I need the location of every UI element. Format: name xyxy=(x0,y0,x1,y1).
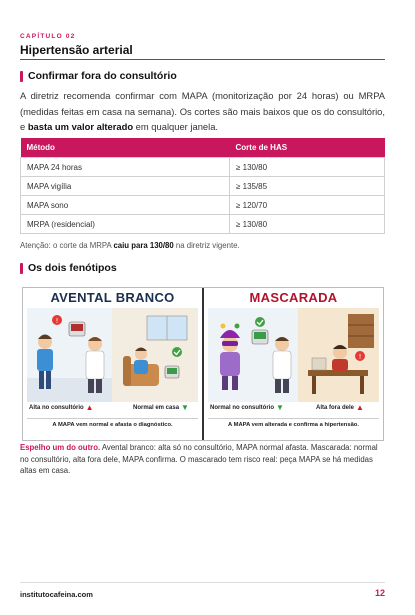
cutoff-table xyxy=(20,138,385,234)
cell-method: MAPA 24 horas xyxy=(21,158,230,177)
note-text-end: na diretriz vigente. xyxy=(173,241,240,250)
page-number: 12 xyxy=(374,588,385,598)
tag-text: Normal em casa xyxy=(133,404,180,411)
tag-text: Alta no consultório xyxy=(29,404,84,411)
note-text: Atenção: o corte da MRPA xyxy=(20,241,114,250)
intro-paragraph xyxy=(20,88,385,135)
caption-emphasis: Espelho um do outro. xyxy=(20,443,101,452)
svg-text:!: ! xyxy=(55,317,59,325)
white-coat-caption: A MAPA vem normal e afasta o diagnóstico. xyxy=(27,418,198,431)
note-emphasis: caiu para 130/80 xyxy=(113,241,174,250)
paragraph-text-end: em qualquer janela. xyxy=(133,121,219,132)
masked-tag-clinic xyxy=(210,403,284,412)
paragraph-text: A diretriz recomenda confirmar com MAPA (monitorização por 24 horas) ou MRPA (medidas feitas em casa na semana). Os cortes são mais baixos que os do consultório, e xyxy=(20,90,385,132)
tag-text: Alta fora dele xyxy=(316,404,355,411)
section-heading-confirm xyxy=(20,70,177,82)
cell-cutoff: ≥ 120/70 xyxy=(230,196,385,215)
table-header-row xyxy=(21,138,385,158)
figure-caption xyxy=(20,442,385,477)
attention-note xyxy=(20,241,240,250)
white-coat-tag-home xyxy=(133,403,189,412)
caption-text: Avental branco: alta só no consultório, MAPA normal afasta. Mascarada: normal no consultório, alta fora dele, MAPA confirma. O mascarado tem risco real: peça MAPA se há medidas altas em casa. xyxy=(20,443,378,475)
arrow-down-icon: ▼ xyxy=(276,403,284,412)
arrow-down-icon: ▼ xyxy=(181,403,189,412)
footer-divider xyxy=(20,582,385,583)
masked-tag-outside xyxy=(316,403,364,412)
title-divider xyxy=(20,59,385,60)
table-row xyxy=(21,215,385,234)
white-coat-title: AVENTAL BRANCO xyxy=(50,290,175,305)
paragraph-emphasis: basta um valor alterado xyxy=(27,121,134,132)
white-coat-panel xyxy=(23,288,202,440)
arrow-up-icon: ▲ xyxy=(85,403,94,412)
masked-caption: A MAPA vem alterada e confirma a hipertensão. xyxy=(208,418,379,431)
header-method: Método xyxy=(21,138,230,158)
phenotype-illustration xyxy=(22,287,384,441)
tag-text: Normal no consultório xyxy=(210,404,275,411)
section-heading-text: Os dois fenótipos xyxy=(28,262,117,274)
section-heading-phenotypes xyxy=(20,262,117,274)
white-coat-tag-clinic xyxy=(29,403,94,412)
section-marker xyxy=(20,71,23,82)
masked-scene xyxy=(208,308,379,402)
masked-title: MASCARADA xyxy=(249,290,338,305)
cell-method: MAPA vigília xyxy=(21,177,230,196)
arrow-up-icon: ▲ xyxy=(356,403,364,412)
page-title: Hipertensão arterial xyxy=(20,43,133,57)
svg-text:!: ! xyxy=(358,353,362,361)
table-row xyxy=(21,158,385,177)
footer-site-link[interactable]: institutocafeina.com xyxy=(20,590,93,599)
cell-cutoff: ≥ 130/80 xyxy=(230,158,385,177)
cell-cutoff: ≥ 135/85 xyxy=(230,177,385,196)
table-row xyxy=(21,177,385,196)
cell-cutoff: ≥ 130/80 xyxy=(230,215,385,234)
chapter-label: CAPÍTULO 02 xyxy=(20,33,76,40)
masked-panel xyxy=(204,288,383,440)
section-marker xyxy=(20,263,23,274)
white-coat-scene xyxy=(27,308,198,402)
table-row xyxy=(21,196,385,215)
cell-method: MRPA (residencial) xyxy=(21,215,230,234)
cell-method: MAPA sono xyxy=(21,196,230,215)
section-heading-text: Confirmar fora do consultório xyxy=(28,70,177,82)
header-cutoff: Corte de HAS xyxy=(230,138,385,158)
